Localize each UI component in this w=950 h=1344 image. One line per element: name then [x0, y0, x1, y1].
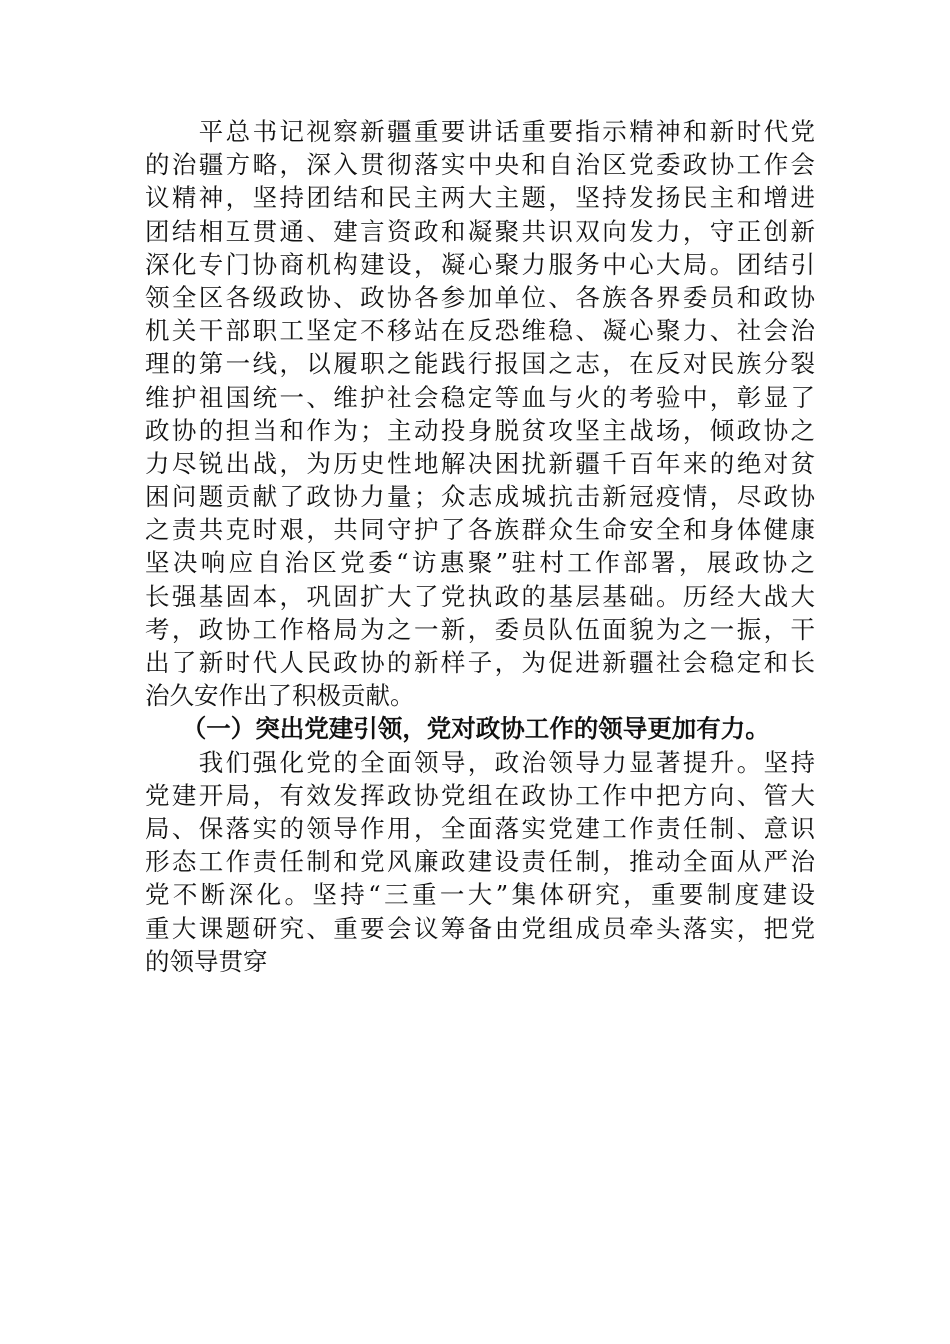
text-line: 理的第一线，以履职之能践行报国之志，在反对民族分裂: [145, 349, 815, 379]
text-line: 党建开局，有效发挥政协党组在政协工作中把方向、管大: [145, 780, 815, 810]
section-heading: （一）突出党建引领，党对政协工作的领导更加有力。: [145, 714, 770, 744]
paragraph-end-line: 治久安作出了积极贡献。: [145, 681, 415, 711]
text-line: 议精神，坚持团结和民主两大主题，坚持发扬民主和增进: [145, 183, 815, 213]
text-line: 机关干部职工坚定不移站在反恐维稳、凝心聚力、社会治: [145, 316, 815, 346]
text-line: 局、保落实的领导作用，全面落实党建工作责任制、意识: [145, 813, 815, 843]
text-line: 的治疆方略，深入贯彻落实中央和自治区党委政协工作会: [145, 150, 815, 180]
text-line: 我们强化党的全面领导，政治领导力显著提升。坚持: [145, 747, 815, 777]
text-line: 维护祖国统一、维护社会稳定等血与火的考验中，彰显了: [145, 382, 815, 412]
text-line: 长强基固本，巩固扩大了党执政的基层基础。历经大战大: [145, 581, 815, 611]
text-line: 团结相互贯通、建言资政和凝聚共识双向发力，守正创新: [145, 216, 815, 246]
text-line: 力尽锐出战，为历史性地解决困扰新疆千百年来的绝对贫: [145, 448, 815, 478]
text-line: 形态工作责任制和党风廉政建设责任制，推动全面从严治: [145, 847, 815, 877]
text-line: 困问题贡献了政协力量；众志成城抗击新冠疫情，尽政协: [145, 482, 815, 512]
document-body: [145, 115, 815, 978]
text-line: 之责共克时艰，共同守护了各族群众生命安全和身体健康: [145, 515, 815, 545]
text-line: 党不断深化。坚持“三重一大”集体研究，重要制度建设: [145, 880, 815, 910]
text-line: 坚决响应自治区党委“访惠聚”驻村工作部署，展政协之: [145, 548, 815, 578]
text-line: 领全区各级政协、政协各参加单位、各族各界委员和政协: [145, 282, 815, 312]
text-line: 深化专门协商机构建设，凝心聚力服务中心大局。团结引: [145, 249, 815, 279]
text-line: 平总书记视察新疆重要讲话重要指示精神和新时代党: [145, 117, 815, 146]
text-line: 重大课题研究、重要会议筹备由党组成员牵头落实，把党: [145, 913, 815, 943]
text-line: 考，政协工作格局为之一新，委员队伍面貌为之一振，干: [145, 614, 815, 644]
text-line: 政协的担当和作为；主动投身脱贫攻坚主战场，倾政协之: [145, 415, 815, 445]
paragraph-end-line: 的领导贯穿: [145, 946, 268, 976]
text-line: 出了新时代人民政协的新样子，为促进新疆社会稳定和长: [145, 648, 815, 677]
